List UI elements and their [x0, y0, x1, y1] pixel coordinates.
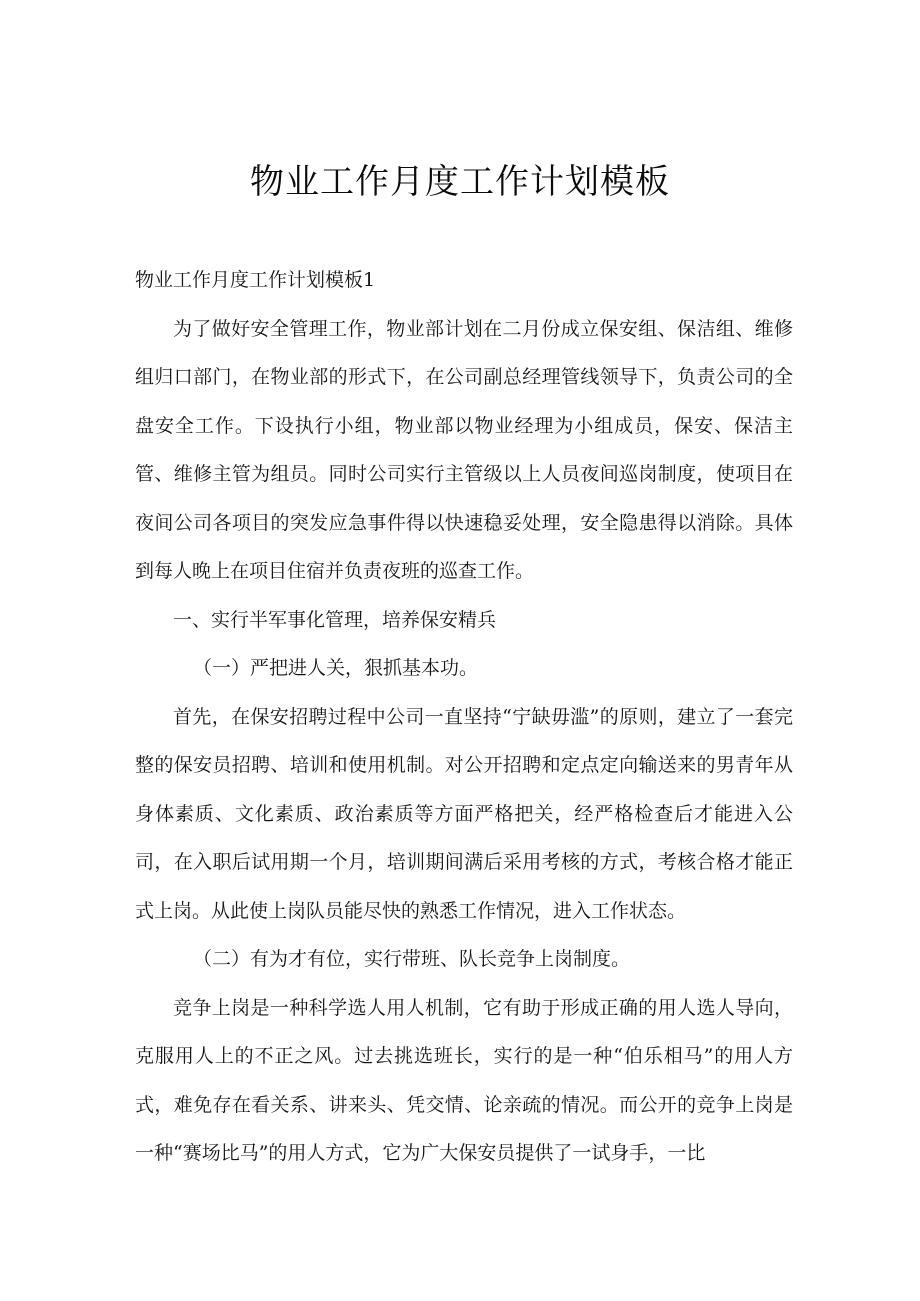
document-body: [135, 256, 793, 1178]
subsection-heading: （二）有为才有位，实行带班、队长竞争上岗制度。: [193, 948, 631, 970]
section-heading: 物业工作月度工作计划模板1: [135, 269, 376, 291]
subsection-heading: 一、实行半军事化管理，培养保安精兵: [173, 608, 497, 631]
subsection-heading: （一）严把进人关，狠抓基本功。: [193, 657, 479, 679]
body-paragraph: 为了做好安全管理工作，物业部计划在二月份成立保安组、保洁组、维修组归口部门，在物业部的形式下，在公司副总经理管线领导下，负责公司的全盘安全工作。下设执行小组，物业部以物业经理为小组成员，保安、保洁主管、维修主管为组员。同时公司实行主管级以上人员夜间巡岗制度，使项目在夜间公司各项目的突发应急事件得以快速稳妥处理，安全隐患得以消除。具体到每人晚上在项目住宿并负责夜班的巡查工作。: [135, 317, 793, 582]
body-paragraph: 竞争上岗是一种科学选人用人机制，它有助于形成正确的用人选人导向，克服用人上的不正之风。过去挑选班长，实行的是一种“伯乐相马”的用人方式，难免存在看关系、讲来头、凭交情、论亲疏的情况。而公开的竞争上岗是一种“赛场比马”的用人方式，它为广大保安员提供了一试身手，一比: [135, 996, 793, 1164]
document-title: 物业工作月度工作计划模板: [250, 162, 670, 202]
body-paragraph: 首先，在保安招聘过程中公司一直坚持“宁缺毋滥”的原则，建立了一套完整的保安员招聘、培训和使用机制。对公开招聘和定点定向输送来的男青年从身体素质、文化素质、政治素质等方面严格把关，经严格检查后才能进入公司，在入职后试用期一个月，培训期间满后采用考核的方式，考核合格才能正式上岗。从此使上岗队员能尽快的熟悉工作情况，进入工作状态。: [135, 705, 793, 922]
